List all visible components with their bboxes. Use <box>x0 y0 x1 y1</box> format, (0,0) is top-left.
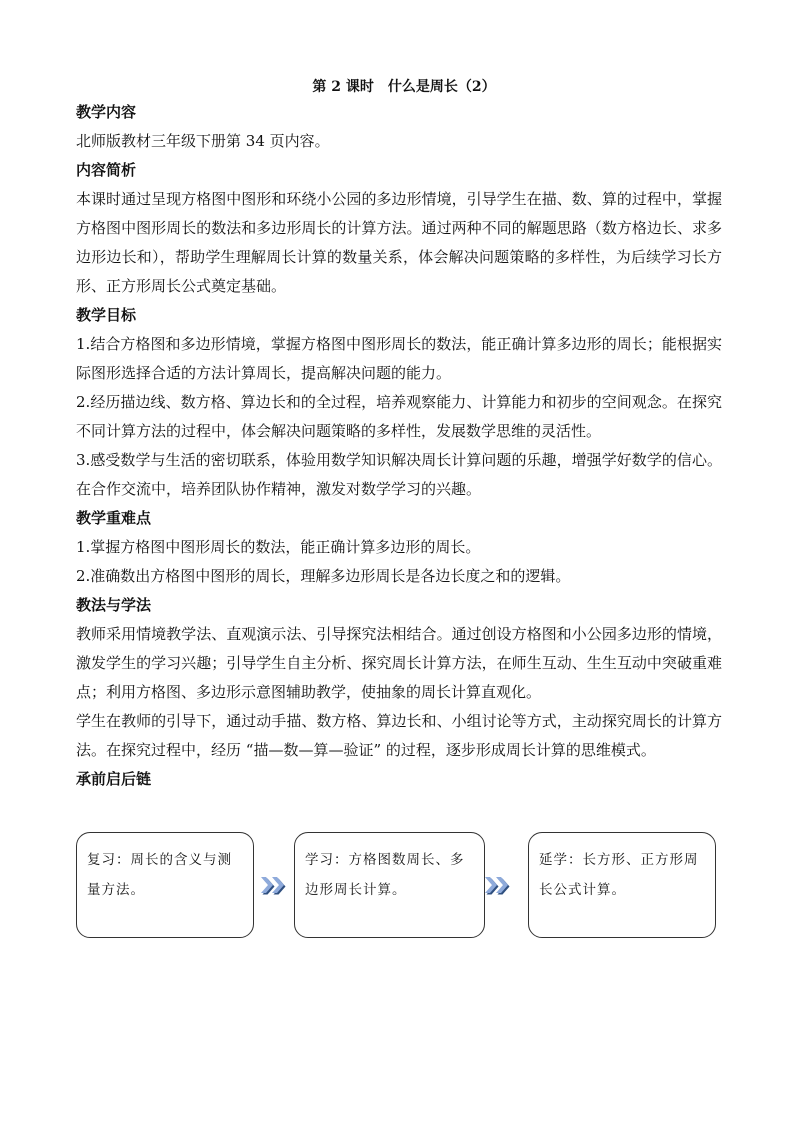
section-analysis <box>76 156 722 301</box>
section-heading: 教法与学法 <box>76 596 152 614</box>
document-body <box>76 76 722 794</box>
section-heading: 内容简析 <box>76 161 137 179</box>
double-chevron-right-icon <box>260 875 290 895</box>
section-objectives <box>76 301 722 504</box>
section-content <box>76 98 722 156</box>
section-methods <box>76 591 722 765</box>
paragraph: 学生在教师的引导下，通过动手描、数方格、算边长和、小组讨论等方式，主动探究周长的计算方法。在探究过程中，经历 “描—数—算—验证” 的过程，逐步形成周长计算的思维模式。 <box>76 712 722 759</box>
learning-chain <box>76 832 722 944</box>
section-heading: 承前启后链 <box>76 770 152 788</box>
double-chevron-right-icon <box>484 875 514 895</box>
chain-box-extend: 延学：长方形、正方形周长公式计算。 <box>528 832 716 938</box>
paragraph: 北师版教材三年级下册第 34 页内容。 <box>76 132 330 150</box>
section-heading: 教学内容 <box>76 103 137 121</box>
paragraph: 2.准确数出方格图中图形的周长，理解多边形周长是各边长度之和的逻辑。 <box>76 567 571 585</box>
section-heading: 教学重难点 <box>76 509 152 527</box>
page-title: 第 2 课时 什么是周长（2） <box>312 79 496 95</box>
paragraph: 1.掌握方格图中图形周长的数法，能正确计算多边形的周长。 <box>76 538 481 556</box>
section-chain <box>76 765 722 794</box>
chain-box-review: 复习：周长的含义与测量方法。 <box>76 832 254 938</box>
paragraph: 教师采用情境教学法、直观演示法、引导探究法相结合。通过创设方格图和小公园多边形的情境，激发学生的学习兴趣；引导学生自主分析、探究周长计算方法，在师生互动、生生互动中突破重难点；利用方格图、多边形示意图辅助教学，使抽象的周长计算直观化。 <box>76 625 722 701</box>
paragraph: 3.感受数学与生活的密切联系，体验用数学知识解决周长计算问题的乐趣，增强学好数学的信心。在合作交流中，培养团队协作精神，激发对数学学习的兴趣。 <box>76 451 722 498</box>
paragraph: 1.结合方格图和多边形情境，掌握方格图中图形周长的数法，能正确计算多边形的周长；能根据实际图形选择合适的方法计算周长，提高解决问题的能力。 <box>76 335 722 382</box>
paragraph: 2.经历描边线、数方格、算边长和的全过程，培养观察能力、计算能力和初步的空间观念。在探究不同计算方法的过程中，体会解决问题策略的多样性，发展数学思维的灵活性。 <box>76 393 722 440</box>
paragraph: 本课时通过呈现方格图中图形和环绕小公园的多边形情境，引导学生在描、数、算的过程中，掌握方格图中图形周长的数法和多边形周长的计算方法。通过两种不同的解题思路（数方格边长、求多边形边长和），帮助学生理解周长计算的数量关系，体会解决问题策略的多样性，为后续学习长方形、正方形周长公式奠定基础。 <box>76 190 722 295</box>
chain-box-learn: 学习：方格图数周长、多边形周长计算。 <box>294 832 485 938</box>
section-key-points <box>76 504 722 591</box>
section-heading: 教学目标 <box>76 306 137 324</box>
